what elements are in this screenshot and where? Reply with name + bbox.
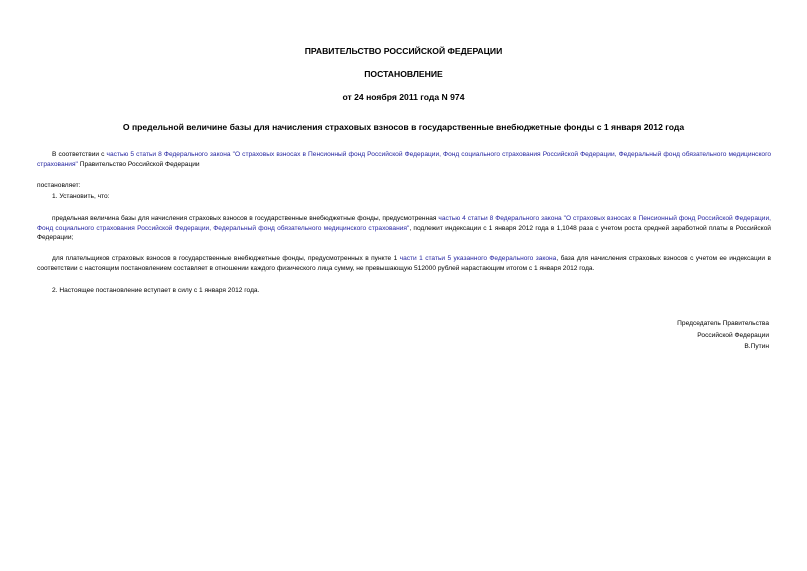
item-2-text: 2. Настоящее постановление вступает в силу с 1 января 2012 года. bbox=[52, 287, 260, 294]
signature-line-2: Российской Федерации bbox=[697, 331, 769, 339]
paragraph-2-suffix: , база для начисления страховых взносов с учетом ее индексации в соответствии с настоящим постановлением составляет в отношении каждого физического лица сумму, не превышающую 512000 рублей нарастающим итогом с 1 января 2012 года. bbox=[37, 255, 771, 272]
paragraph-2 bbox=[37, 254, 771, 273]
preamble-suffix: Правительство Российской Федерации bbox=[77, 160, 200, 168]
item-1-text: 1. Установить, что: bbox=[52, 193, 110, 200]
paragraph-1-prefix: предельная величина базы для начисления страховых взносов в государственные внебюджетные фонды, предусмотренная bbox=[52, 215, 439, 222]
document-title: О предельной величине базы для начисления страховых взносов в государственные внебюджетные фонды с 1 января 2012 года bbox=[122, 122, 685, 132]
signature-block bbox=[677, 318, 769, 353]
preamble-paragraph bbox=[37, 150, 771, 169]
paragraph-2-prefix: для плательщиков страховых взносов в государственные внебюджетные фонды, предусмотренных в пункте 1 bbox=[52, 255, 400, 262]
signature-line-1: Председатель Правительства bbox=[677, 320, 769, 327]
paragraph-1 bbox=[37, 214, 771, 243]
preamble-law-link[interactable]: частью 5 статьи 8 Федерального закона "О страховых взносах в Пенсионный фонд Российской Федерации, Фонд социального страхования Российской Федерации, Федеральный фонд обязательного медицинского страхования" bbox=[37, 151, 771, 168]
signature-line-3: В.Путин bbox=[744, 343, 769, 350]
resolves-text: постановляет: bbox=[37, 182, 81, 189]
paragraph-2-law-link[interactable]: части 1 статьи 5 указанного Федерального закона bbox=[399, 255, 557, 262]
government-heading: ПРАВИТЕЛЬСТВО РОССИЙСКОЙ ФЕДЕРАЦИИ bbox=[304, 46, 503, 56]
paragraph-1-suffix: , подлежит индексации с 1 января 2012 года в 1,1048 раза с учетом роста средней заработной платы в Российской Федерации; bbox=[37, 224, 771, 242]
paragraph-1-law-link[interactable]: частью 4 статьи 8 Федерального закона "О страховых взносах в Пенсионный фонд Российской Федерации, Фонд социального страхования Российской Федерации, Федеральный фонд обязательного медицинского страхования" bbox=[37, 215, 771, 232]
date-number-heading: от 24 ноября 2011 года N 974 bbox=[342, 92, 465, 102]
preamble-prefix: В соответствии с bbox=[52, 151, 107, 158]
doc-type-heading: ПОСТАНОВЛЕНИЕ bbox=[364, 69, 443, 79]
